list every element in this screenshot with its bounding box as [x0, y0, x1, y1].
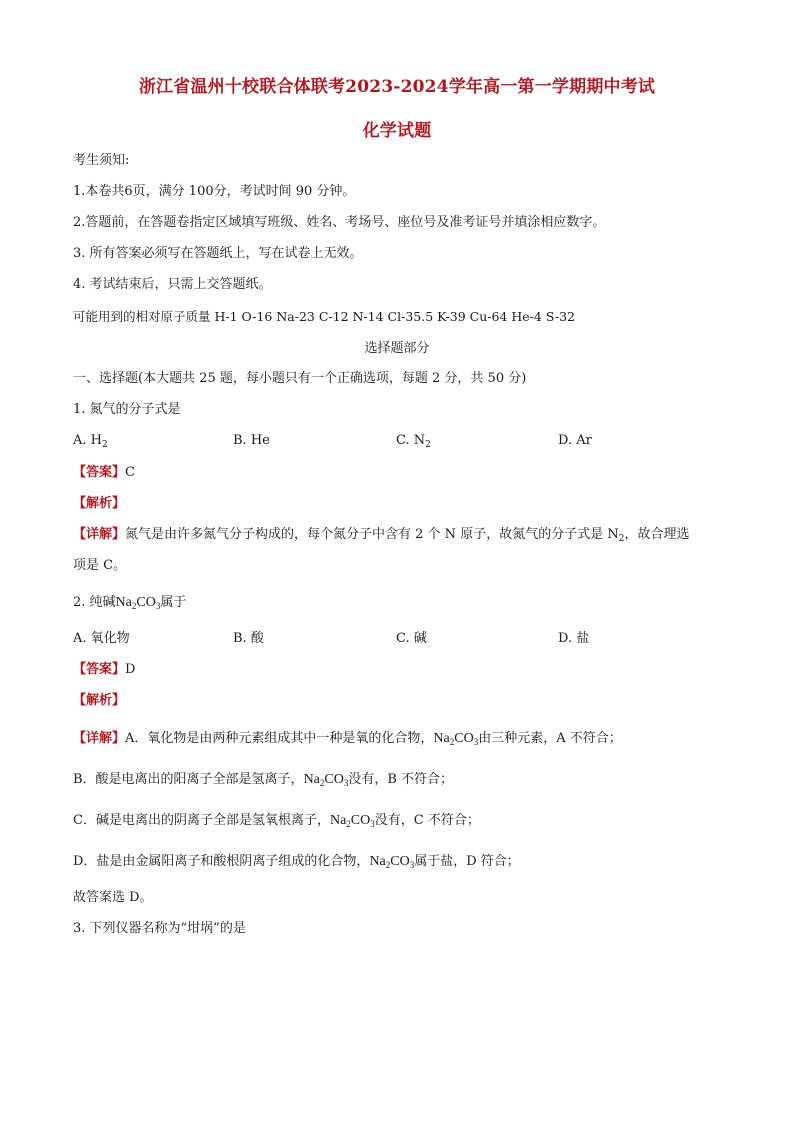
answer-label: 【答案】	[73, 465, 126, 480]
part-title: 一、选择题(本大题共 25 题，每小题只有一个正确选项，每题 2 分，共 50 分)	[73, 371, 527, 386]
q2-detail-a: 【详解】A．氧化物是由两种元素组成其中一种是氧的化合物，$Na_2CO_3$由三种元素，A 不符合；	[73, 731, 622, 747]
q2-detail-c: C．碱是电离出的阴离子全部是氢氧根离子，$Na_2CO_3$没有，C 不符合；	[73, 813, 480, 829]
exam-subtitle: 化学试题	[362, 121, 432, 141]
na2co3-formula: $Na_2CO_3$	[433, 731, 479, 747]
na2co3-formula: $Na_2CO_3$	[115, 595, 161, 611]
exam-title: 浙江省温州十校联合体联考2023-2024学年高一第一学期期中考试	[138, 77, 656, 97]
na2co3-formula: $Na_2CO_3$	[369, 854, 415, 870]
q1-analysis	[73, 495, 125, 513]
q1-option-a: A. $H_2$	[73, 433, 108, 450]
q1-stem: 1. 氮气的分子式是	[73, 402, 181, 417]
q2-option-d: D. 盐	[558, 631, 590, 646]
notice-item-3: 3. 所有答案必须写在答题纸上，写在试卷上无效。	[73, 246, 363, 261]
q2-stem: 2. 纯碱$Na_2CO_3$属于	[73, 595, 187, 611]
q3-stem: 3. 下列仪器名称为“坩埚”的是	[73, 921, 246, 936]
detail-label: 【详解】	[73, 527, 126, 542]
notice-heading: 考生须知:	[73, 153, 130, 168]
q2-detail-d: D．盐是由金属阳离子和酸根阴离子组成的化合物，$Na_2CO_3$属于盐，D 符合；	[73, 854, 520, 870]
q1-option-d: D. Ar	[558, 433, 592, 448]
section-heading: 选择题部分	[364, 341, 430, 356]
notice-item-1: 1.本卷共6页，满分 100分，考试时间 90 分钟。	[73, 184, 356, 199]
q1-option-b: B. He	[233, 433, 270, 448]
q2-analysis: 【解析】	[73, 693, 126, 708]
na2co3-formula: $Na_2CO_3$	[329, 813, 375, 829]
atomic-masses: 可能用到的相对原子质量 H-1 O-16 Na-23 C-12 N-14 Cl-35.5 K-39 Cu-64 He-4 S-32	[73, 309, 575, 324]
q1-detail-line1: 【详解】氮气是由许多氮气分子构成的，每个氮分子中含有 2 个 N 原子，故氮气的分子式是 $N_2$，故合理选	[73, 527, 690, 544]
q2-conclusion: 故答案选 D。	[73, 890, 153, 905]
q2-answer: 【答案】D	[73, 662, 136, 677]
q2-detail-b: B．酸是电离出的阳离子全部是氢离子，$Na_2CO_3$没有，B 不符合；	[73, 772, 454, 788]
na2co3-formula: $Na_2CO_3$	[303, 772, 349, 788]
q2-option-c: C. 碱	[396, 631, 427, 646]
q1-detail-line2: 项是 C。	[73, 558, 127, 573]
notice-item-2: 2.答题前，在答题卷指定区域填写班级、姓名、考场号、座位号及准考证号并填涂相应数字。	[73, 215, 606, 230]
q1-answer: 【答案】C	[73, 465, 135, 480]
q1-option-c: C. $N_2$	[396, 433, 431, 450]
q2-option-a: A. 氧化物	[73, 631, 130, 646]
analysis-label: 【解析】	[73, 496, 126, 511]
notice-item-4: 4. 考试结束后，只需上交答题纸。	[73, 277, 272, 292]
q2-option-b: B. 酸	[233, 631, 264, 646]
